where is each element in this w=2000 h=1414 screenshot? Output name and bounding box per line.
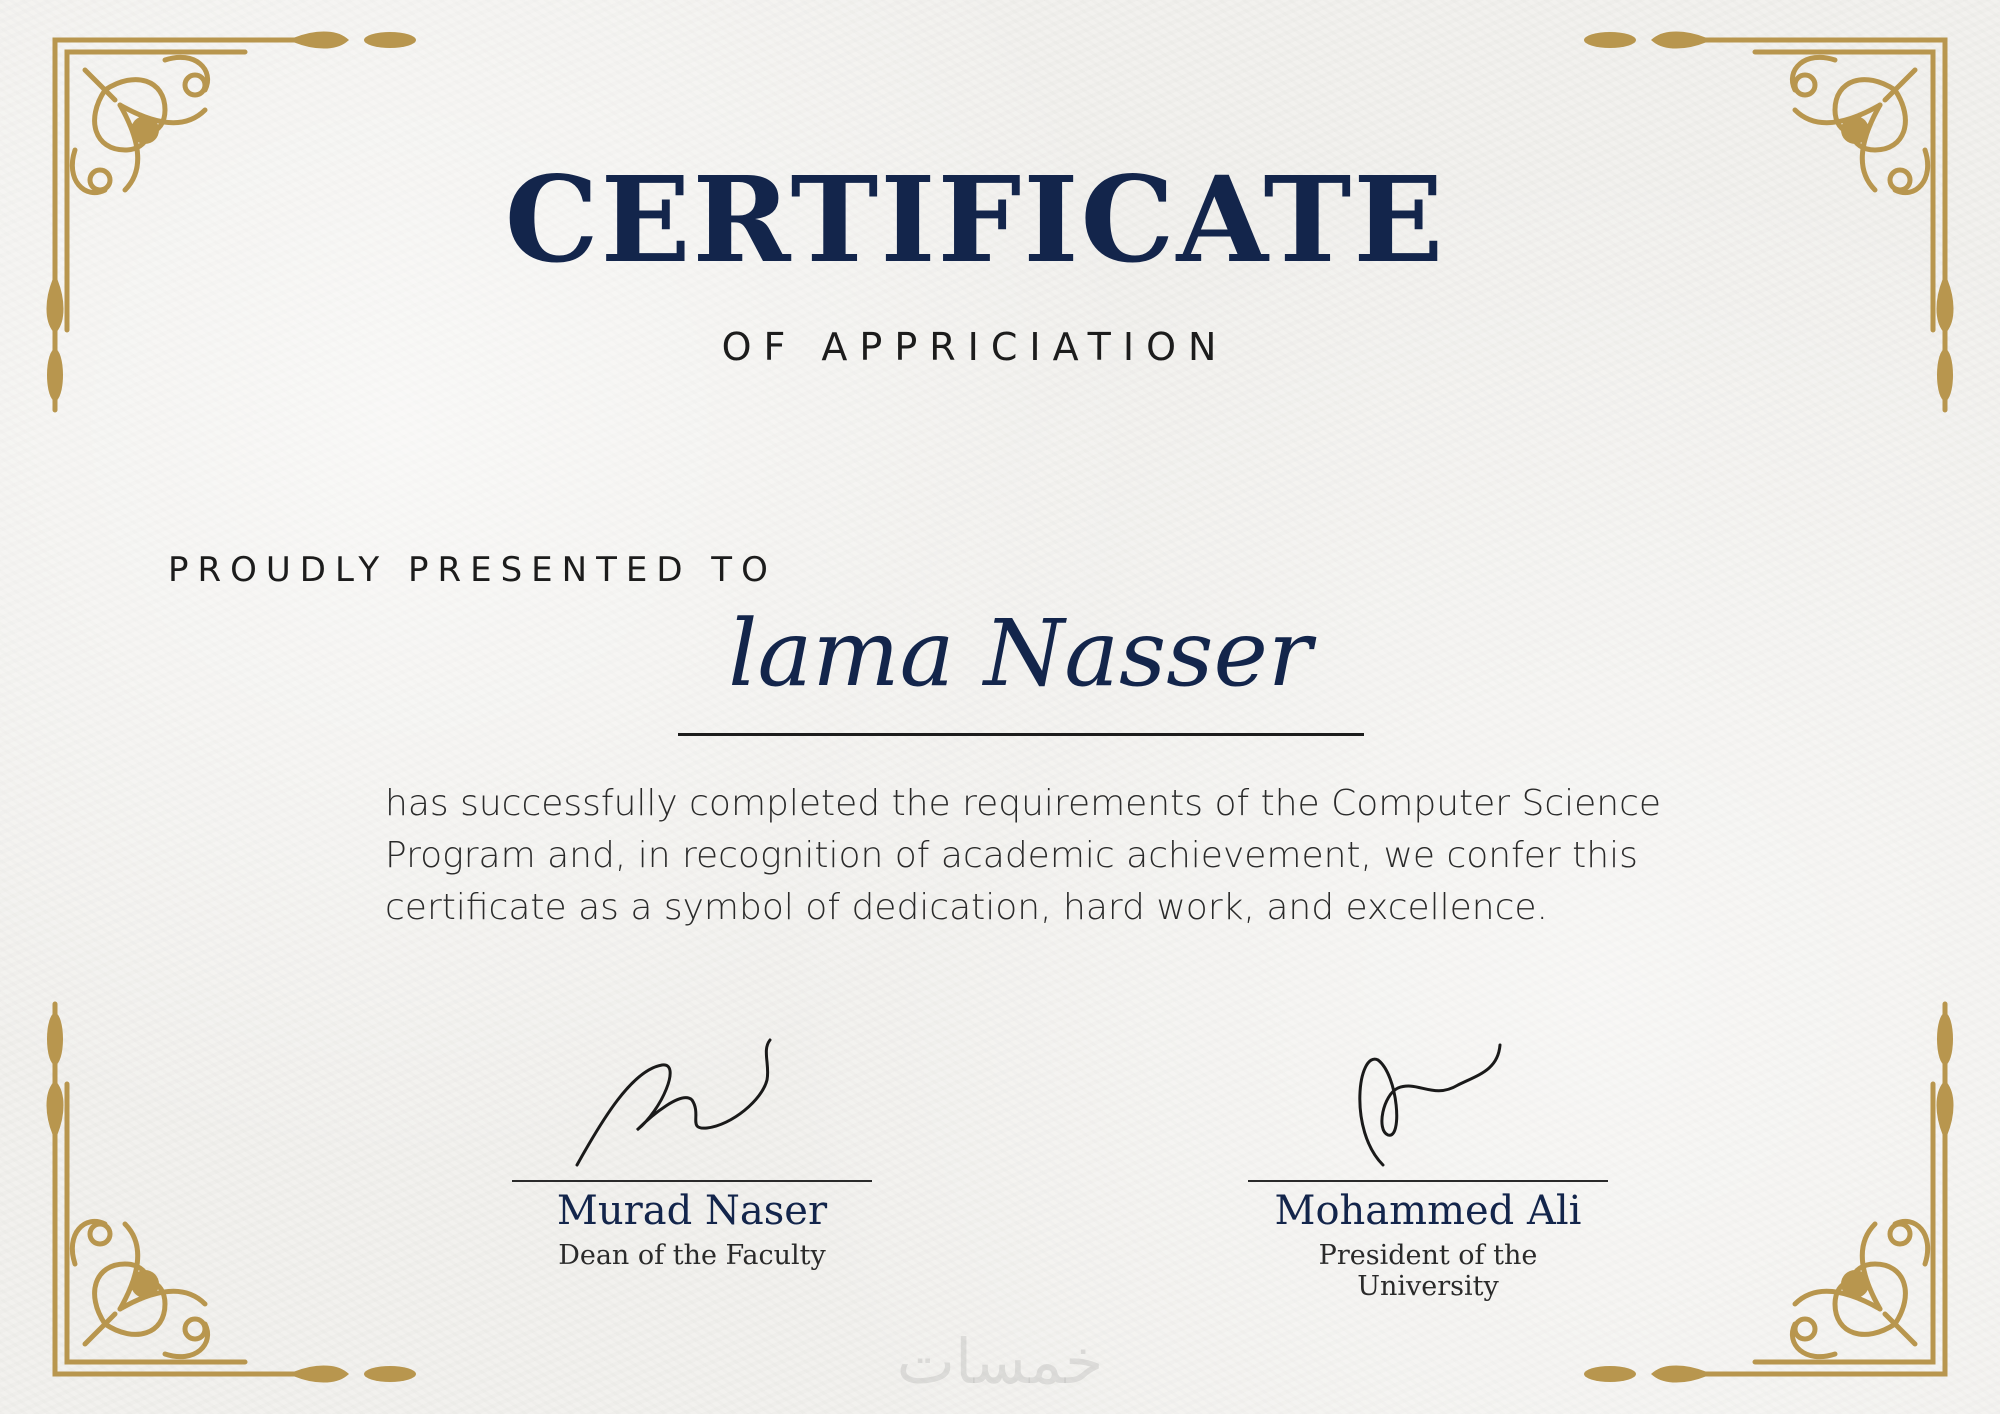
signature-line-dean <box>512 1180 872 1182</box>
signatory-name-president: Mohammed Ali <box>1274 1188 1582 1234</box>
recipient-name: lama Nasser <box>728 600 1312 707</box>
signature-block-president <box>1248 1020 1608 1302</box>
certificate-body: has successfully completed the requirements of the Computer Science Program and, in recognition of academic achievement, we confer this certificate as a symbol of dedication, hard work, and excellence. <box>385 783 1662 928</box>
ornament-corner-bottom-left-icon <box>45 964 465 1384</box>
signature-line-president <box>1248 1180 1608 1182</box>
recipient-underline <box>678 733 1364 736</box>
signature-president-icon <box>1248 1020 1608 1180</box>
certificate-subtitle: OF APPRICIATION <box>721 325 1229 369</box>
presented-to-label: PROUDLY PRESENTED TO <box>168 550 777 590</box>
signatory-title-dean: Dean of the Faculty <box>558 1240 826 1271</box>
certificate-title: CERTIFICATE <box>504 150 1446 289</box>
signatory-name-dean: Murad Naser <box>556 1188 828 1234</box>
signatory-title-president: President of the University <box>1318 1240 1538 1302</box>
signature-block-dean <box>512 1020 872 1271</box>
watermark-logo: خمسات <box>896 1325 1104 1398</box>
signature-dean-icon <box>512 1020 872 1180</box>
